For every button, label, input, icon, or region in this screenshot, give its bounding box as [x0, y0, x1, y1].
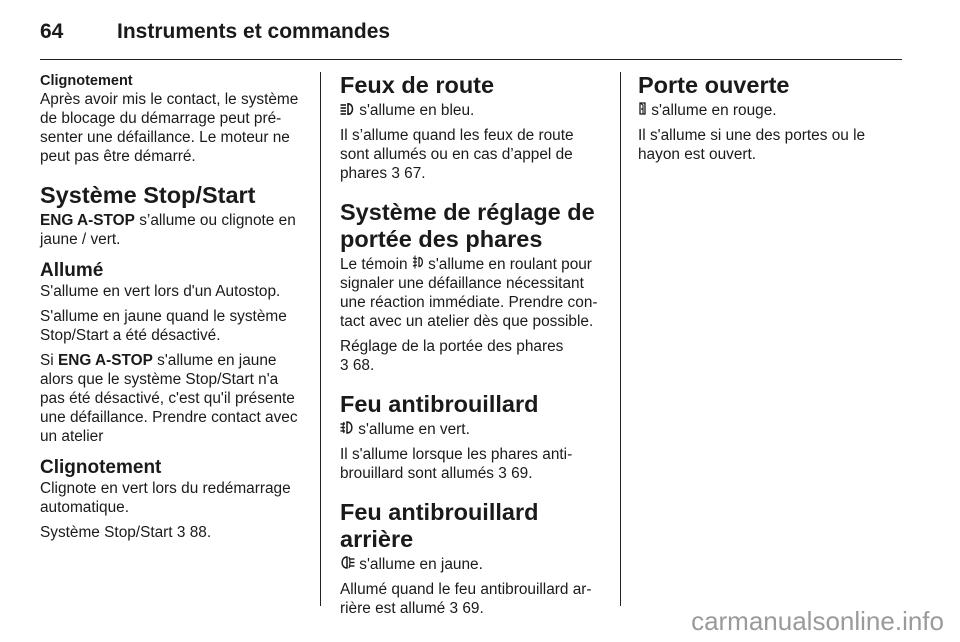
section-heading: Feu antibrouillard arrière [340, 499, 539, 552]
paragraph: s'allume en jaune. [340, 555, 606, 574]
section-heading: Allumé [40, 260, 104, 281]
column-divider [620, 72, 621, 606]
paragraph: Clignote en vert lors du redémarrage automatique. [40, 480, 291, 516]
paragraph: Il s'allume lorsque les phares anti-brouillard sont allumés 3 69. [340, 446, 573, 482]
column-divider [320, 72, 321, 606]
paragraph: Il s’allume quand les feux de route sont allumés ou en cas d’appel de phares 3 67. [340, 127, 574, 182]
page-reference-arrow[interactable]: 3 [176, 524, 186, 541]
paragraph: Système Stop/Start 3 88. [40, 524, 212, 541]
paragraph: S'allume en vert lors d'un Autostop. [40, 283, 281, 300]
paragraph: Réglage de la portée des phares 3 68. [340, 338, 564, 374]
section-heading: Clignotement [40, 73, 133, 89]
indicator-label: ENG A-STOP [57, 352, 153, 369]
paragraph: s'allume en vert. [340, 420, 606, 439]
paragraph: Après avoir mis le contact, le système de blocage du démarrage peut pré-senter une défaillance. Le moteur ne peut pas être démarré. [40, 91, 299, 165]
paragraph: Le témoin s'allume en roulant pour signaler une défaillance nécessitant une réaction immédiate. Prendre con-tact avec un atelier dès que possible. [340, 256, 598, 330]
page-reference-arrow[interactable]: 3 [498, 465, 507, 482]
high-beam-icon [340, 103, 355, 117]
column-2 [340, 72, 606, 624]
rear-fog-light-icon [340, 556, 355, 571]
front-fog-light-icon [340, 421, 354, 436]
paragraph: ENG A-STOP s’allume ou clignote en jaune / vert. [40, 212, 296, 248]
paragraph: Si ENG A-STOP s'allume en jaune alors que le système Stop/Start n'a pas été désactivé, c'est qu'il présente une défaillance. Prendre contact avec un atelier [40, 352, 298, 445]
paragraph: s'allume en rouge. [638, 101, 904, 120]
page-title: Instruments et commandes [117, 20, 391, 43]
header-rule [40, 59, 902, 60]
headlight-range-icon [412, 255, 424, 271]
paragraph: Allumé quand le feu antibrouillard ar-rière est allumé 3 69. [340, 581, 592, 617]
column-1 [40, 72, 306, 548]
page-reference-arrow[interactable]: 3 [340, 357, 349, 374]
section-heading: Système de réglage de portée des phares [340, 199, 595, 252]
door-open-icon [638, 102, 647, 117]
column-3 [638, 72, 904, 170]
indicator-label: ENG A-STOP [40, 212, 135, 229]
page-reference-arrow[interactable]: 3 [449, 600, 459, 617]
paragraph: S'allume en jaune quand le système Stop/Start a été désactivé. [40, 308, 287, 344]
section-heading: Feu antibrouillard [340, 391, 539, 417]
paragraph: Il s'allume si une des portes ou le hayon est ouvert. [638, 127, 866, 163]
page-number: 64 [40, 20, 64, 43]
page-reference-arrow[interactable]: 3 [391, 165, 400, 182]
section-heading: Porte ouverte [638, 72, 790, 98]
section-heading: Système Stop/Start [40, 182, 256, 208]
paragraph: s'allume en bleu. [340, 101, 606, 120]
section-heading: Feux de route [340, 72, 495, 98]
watermark: carmanualsonline.info [691, 606, 944, 636]
section-heading: Clignotement [40, 457, 162, 478]
